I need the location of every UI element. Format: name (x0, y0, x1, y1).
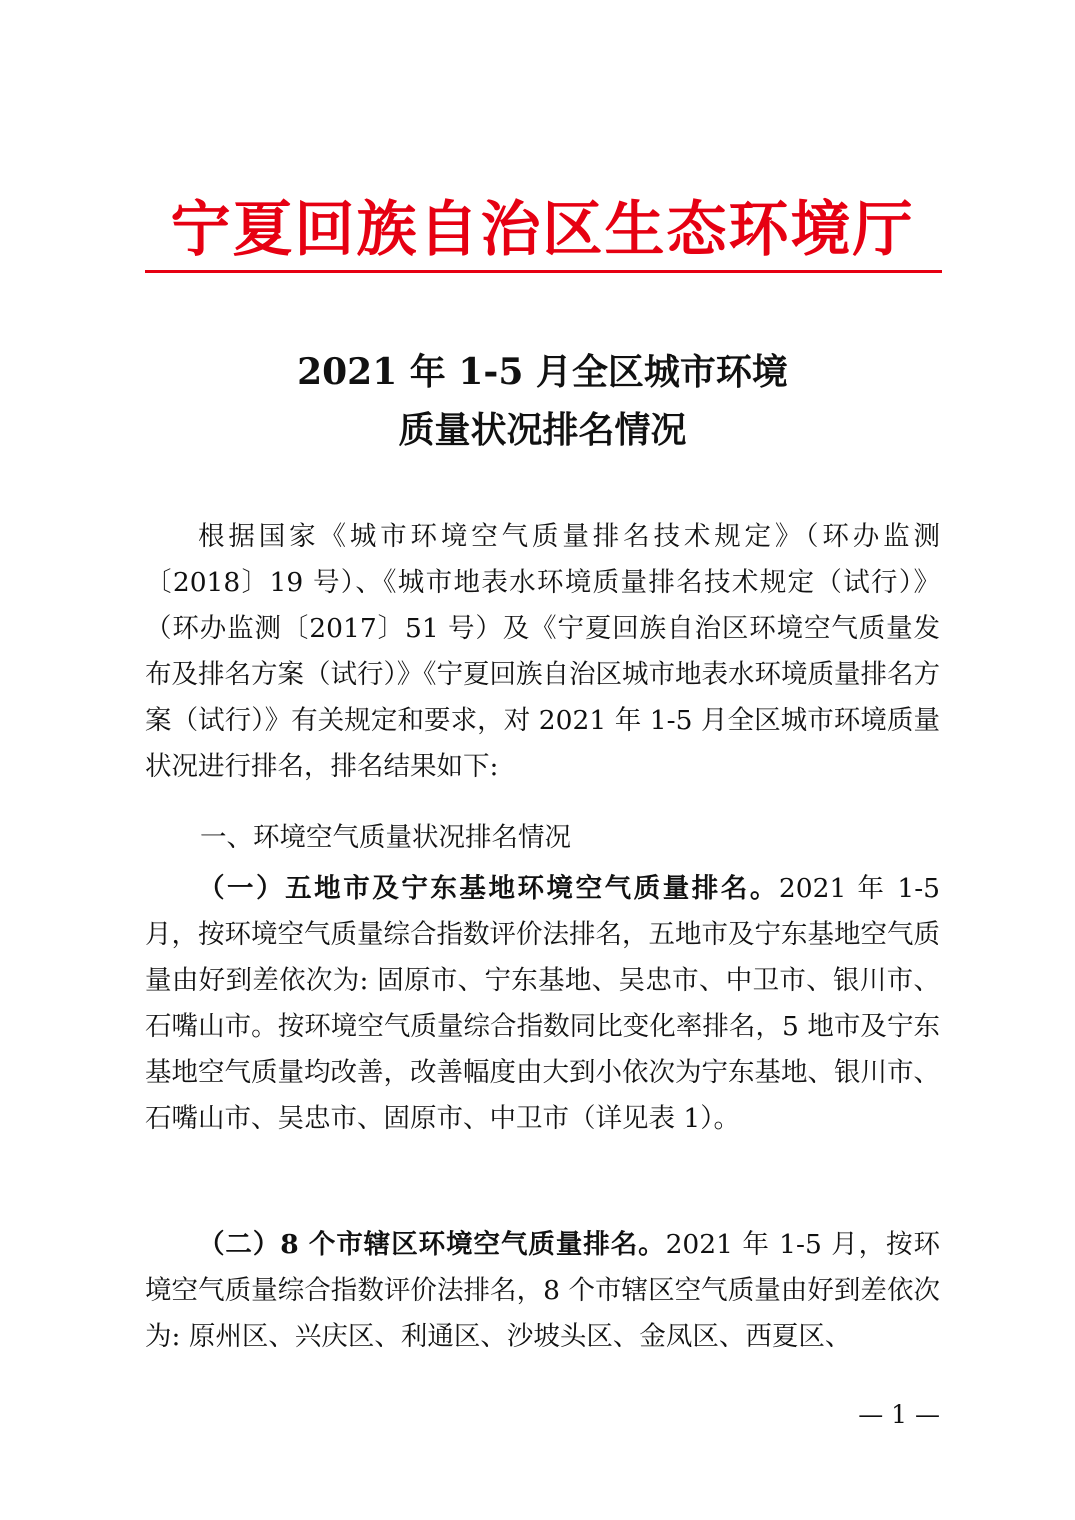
paragraph-city-air-ranking (145, 866, 940, 1142)
subsection-heading-2: （二）8 个市辖区环境空气质量排名。 (198, 1229, 666, 1260)
issuer-masthead: 宁夏回族自治区生态环境厅 (170, 195, 915, 265)
subsection-text-2: 2021 年 1-5 月，按环境空气质量综合指数评价法排名，8 个市辖区空气质量由好到差依次为: 原州区、兴庆区、利通区、沙坡头区、金凤区、西夏区、 (145, 1229, 940, 1352)
intro-paragraph: 根据国家《城市环境空气质量排名技术规定》（环办监测〔2018〕19 号）、《城市地表水环境质量排名技术规定（试行）》（环办监测〔2017〕51 号）及《宁夏回族自治区环境空气质量发布及排名方案（试行）》《宁夏回族自治区城市地表水环境质量排名方案（试行）》有关规定和要求，对 2021 年 1-5 月全区城市环境质量状况进行排名，排名结果如下: (145, 521, 940, 782)
paragraph-district-air-ranking (145, 1222, 940, 1360)
red-divider-rule (145, 270, 942, 273)
document-title-line-2: 质量状况排名情况 (398, 409, 687, 451)
document-title-line-1: 2021 年 1-5 月全区城市环境 (297, 351, 788, 393)
subsection-heading-1: （一）五地市及宁东基地环境空气质量排名。 (198, 873, 779, 904)
page-number: — 1 — (858, 1400, 940, 1429)
subsection-text-1: 2021 年 1-5 月，按环境空气质量综合指数评价法排名，五地市及宁东基地空气质量由好到差依次为: 固原市、宁东基地、吴忠市、中卫市、银川市、石嘴山市。按环境空气质量综合指数同比变化率排名，5 地市及宁东基地空气质量均改善，改善幅度由大到小依次为宁东基地、银川市、石嘴山市、吴忠市、固原市、中卫市（详见表 1）。 (145, 873, 941, 1134)
section-heading-air-quality: 一、环境空气质量状况排名情况 (200, 822, 571, 853)
